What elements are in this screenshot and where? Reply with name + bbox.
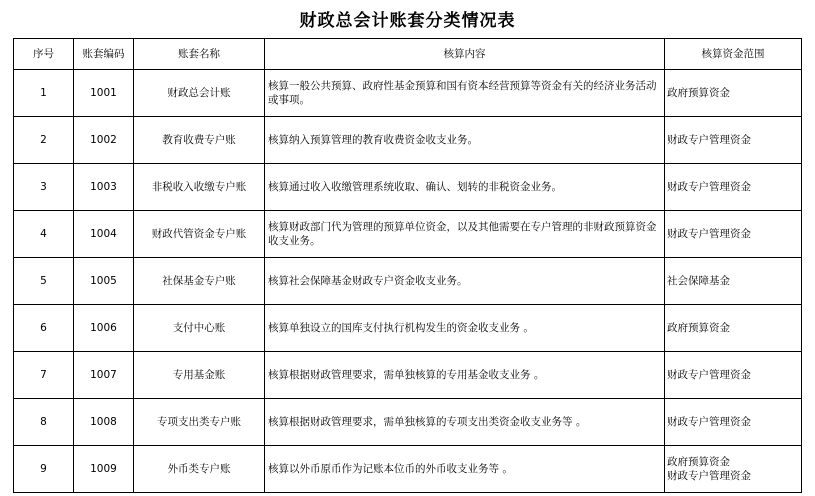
row-content: 核算根据财政管理要求，需单独核算的专项支出类资金收支业务等 。 xyxy=(265,399,665,446)
row-code: 1007 xyxy=(74,352,134,399)
row-no: 9 xyxy=(14,446,74,493)
row-content: 核算根据财政管理要求，需单独核算的专用基金收支业务 。 xyxy=(265,352,665,399)
account-set-table xyxy=(13,38,802,493)
row-no: 8 xyxy=(14,399,74,446)
row-code: 1002 xyxy=(74,117,134,164)
header-scope: 核算资金范围 xyxy=(665,39,802,70)
row-no: 4 xyxy=(14,211,74,258)
row-name: 支付中心账 xyxy=(134,305,265,352)
scope-item: 财政专户管理资金 xyxy=(667,369,751,381)
page-title: 财政总会计账套分类情况表 xyxy=(299,11,516,31)
row-name: 外币类专户账 xyxy=(134,446,265,493)
table-row xyxy=(14,211,802,258)
header-content: 核算内容 xyxy=(265,39,665,70)
row-content: 核算通过收入收缴管理系统收取、确认、划转的非税资金业务。 xyxy=(265,164,665,211)
row-code: 1003 xyxy=(74,164,134,211)
row-content: 核算纳入预算管理的教育收费资金收支业务。 xyxy=(265,117,665,164)
header-name: 账套名称 xyxy=(134,39,265,70)
table-row xyxy=(14,164,802,211)
row-content: 核算财政部门代为管理的预算单位资金，以及其他需要在专户管理的非财政预算资金收支业务。 xyxy=(265,211,665,258)
scope-item: 财政专户管理资金 xyxy=(667,134,751,146)
row-code: 1006 xyxy=(74,305,134,352)
table-row xyxy=(14,352,802,399)
table-header-row xyxy=(14,39,802,70)
row-content: 核算以外币原币作为记账本位币的外币收支业务等 。 xyxy=(265,446,665,493)
row-scope xyxy=(665,446,802,493)
row-name: 社保基金专户账 xyxy=(134,258,265,305)
row-name: 财政总会计账 xyxy=(134,70,265,117)
row-scope xyxy=(665,164,802,211)
row-code: 1004 xyxy=(74,211,134,258)
header-code: 账套编码 xyxy=(74,39,134,70)
row-scope xyxy=(665,70,802,117)
scope-item: 政府预算资金 xyxy=(667,322,730,334)
table-row xyxy=(14,258,802,305)
row-scope xyxy=(665,305,802,352)
row-name: 专用基金账 xyxy=(134,352,265,399)
table-row xyxy=(14,446,802,493)
row-code: 1008 xyxy=(74,399,134,446)
row-name: 教育收费专户账 xyxy=(134,117,265,164)
row-scope xyxy=(665,117,802,164)
row-code: 1009 xyxy=(74,446,134,493)
scope-item: 财政专户管理资金 xyxy=(667,470,751,482)
table-row xyxy=(14,117,802,164)
row-scope xyxy=(665,258,802,305)
table-row xyxy=(14,70,802,117)
row-content: 核算一般公共预算、政府性基金预算和国有资本经营预算等资金有关的经济业务活动或事项。 xyxy=(265,70,665,117)
row-name: 财政代管资金专户账 xyxy=(134,211,265,258)
scope-item: 政府预算资金 xyxy=(667,87,730,99)
header-no: 序号 xyxy=(14,39,74,70)
row-no: 1 xyxy=(14,70,74,117)
row-no: 6 xyxy=(14,305,74,352)
row-no: 3 xyxy=(14,164,74,211)
row-no: 7 xyxy=(14,352,74,399)
row-no: 2 xyxy=(14,117,74,164)
scope-item: 财政专户管理资金 xyxy=(667,416,751,428)
row-name: 非税收入收缴专户账 xyxy=(134,164,265,211)
row-no: 5 xyxy=(14,258,74,305)
row-scope xyxy=(665,352,802,399)
table-row xyxy=(14,399,802,446)
scope-item: 政府预算资金 xyxy=(667,456,730,468)
row-name: 专项支出类专户账 xyxy=(134,399,265,446)
row-content: 核算单独设立的国库支付执行机构发生的资金收支业务 。 xyxy=(265,305,665,352)
row-content: 核算社会保障基金财政专户资金收支业务。 xyxy=(265,258,665,305)
scope-item: 财政专户管理资金 xyxy=(667,181,751,193)
row-scope xyxy=(665,399,802,446)
row-code: 1001 xyxy=(74,70,134,117)
table-row xyxy=(14,305,802,352)
scope-item: 社会保障基金 xyxy=(667,275,730,287)
scope-item: 财政专户管理资金 xyxy=(667,228,751,240)
row-scope xyxy=(665,211,802,258)
row-code: 1005 xyxy=(74,258,134,305)
